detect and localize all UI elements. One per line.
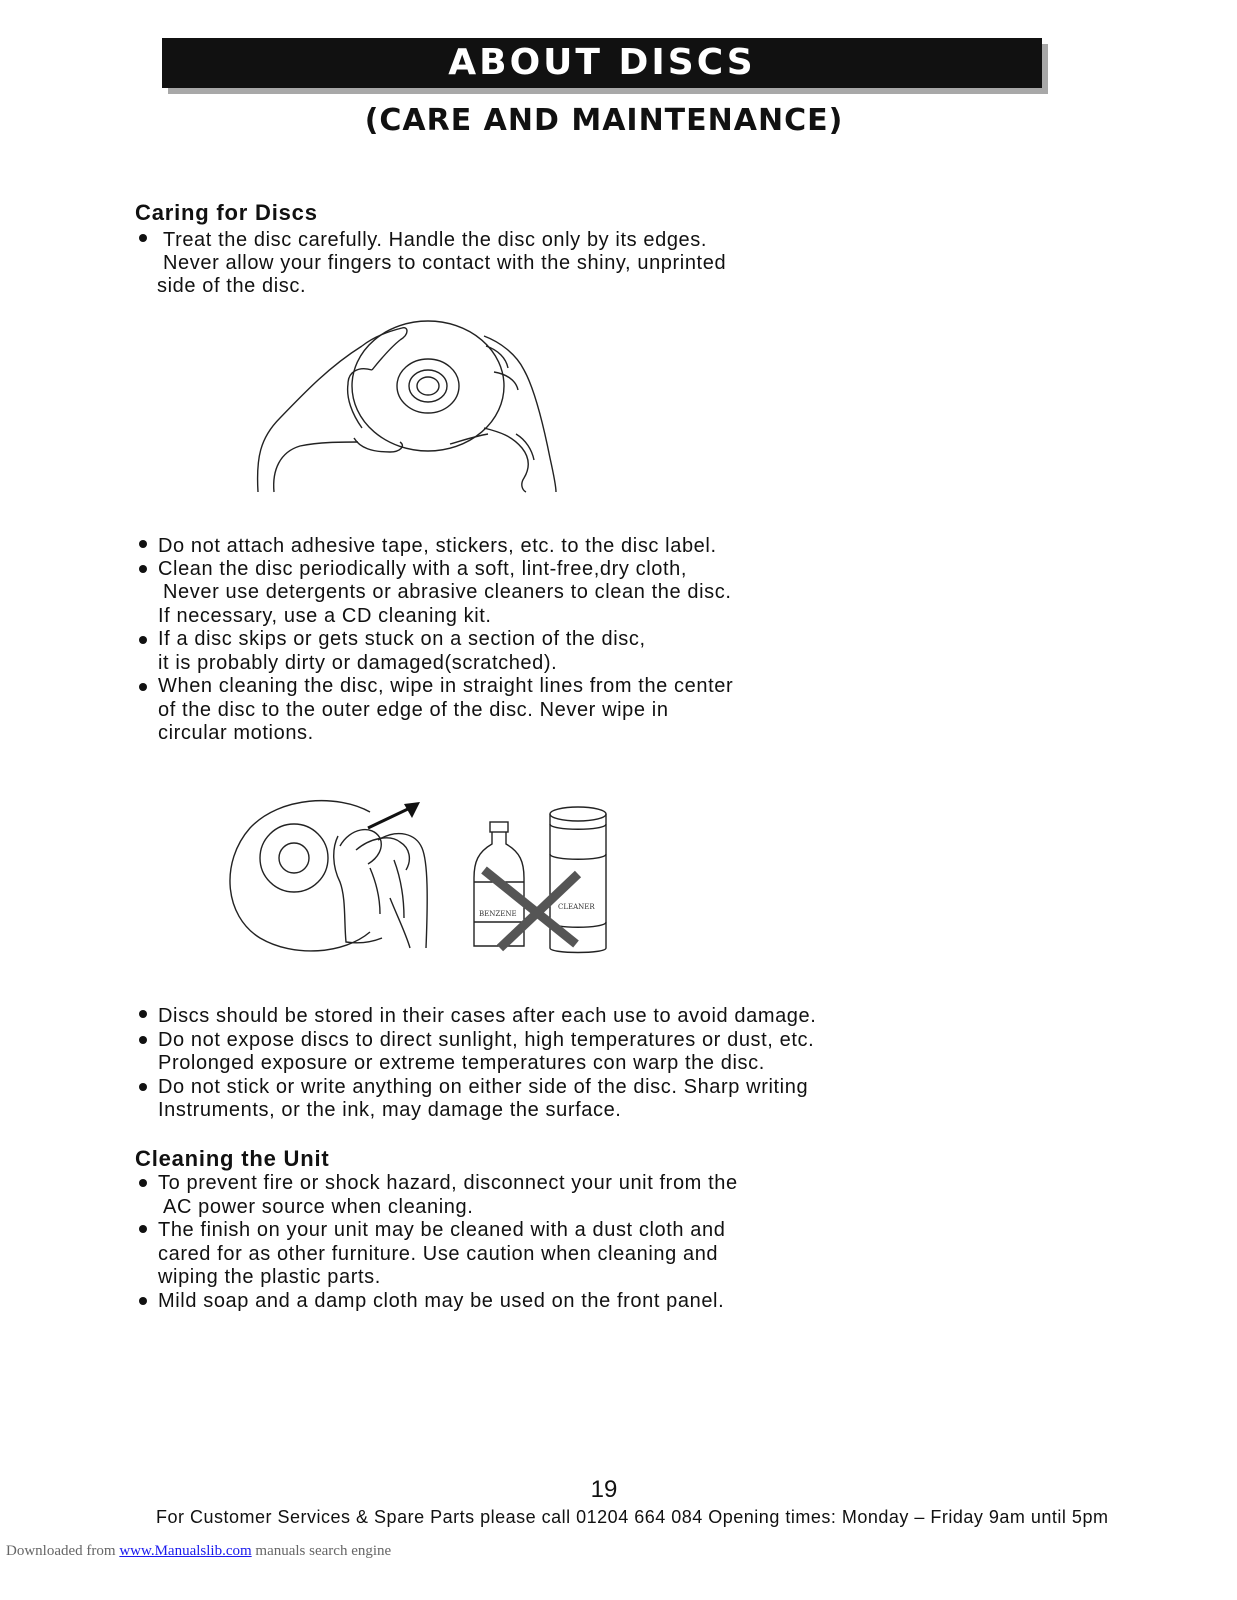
text-line: of the disc to the outer edge of the disc. Never wipe in bbox=[158, 699, 669, 721]
hands-holding-disc-illustration bbox=[250, 318, 610, 498]
download-prefix: Downloaded from bbox=[6, 1543, 120, 1559]
bullet-icon bbox=[139, 683, 147, 691]
section-title-cleaning: Cleaning the Unit bbox=[135, 1146, 330, 1171]
text-line: Never allow your fingers to contact with the shiny, unprinted bbox=[163, 252, 727, 274]
bullet-icon bbox=[139, 540, 147, 548]
download-notice bbox=[6, 1543, 391, 1560]
section-title-caring: Caring for Discs bbox=[135, 200, 318, 225]
text-line: Clean the disc periodically with a soft, lint-free,dry cloth, bbox=[158, 558, 688, 580]
text-line: Discs should be stored in their cases after each use to avoid damage. bbox=[158, 1005, 817, 1027]
text-line: circular motions. bbox=[158, 722, 314, 744]
text-line: When cleaning the disc, wipe in straight lines from the center bbox=[158, 675, 734, 697]
text-line: wiping the plastic parts. bbox=[158, 1266, 381, 1288]
bullet-icon bbox=[139, 636, 147, 644]
bullet-icon bbox=[139, 1179, 147, 1187]
text-line: it is probably dirty or damaged(scratched). bbox=[158, 652, 558, 674]
bullet-icon bbox=[139, 1010, 147, 1018]
wiping-disc-illustration bbox=[220, 798, 620, 958]
text-line: Do not stick or write anything on either side of the disc. Sharp writing bbox=[158, 1076, 809, 1098]
text-line: Instruments, or the ink, may damage the surface. bbox=[158, 1099, 622, 1121]
bullet-icon bbox=[139, 1083, 147, 1091]
bullet-icon bbox=[139, 1036, 147, 1044]
bottle-label-benzene: BENZENE bbox=[479, 910, 517, 918]
bullet-icon bbox=[139, 234, 147, 242]
bottle-label-cleaner: CLEANER bbox=[558, 903, 595, 911]
text-line: Do not attach adhesive tape, stickers, etc. to the disc label. bbox=[158, 535, 717, 557]
text-line: side of the disc. bbox=[157, 275, 307, 297]
text-line: AC power source when cleaning. bbox=[163, 1196, 474, 1218]
page-title: ABOUT DISCS bbox=[162, 38, 1042, 88]
text-line: If a disc skips or gets stuck on a section of the disc, bbox=[158, 628, 646, 650]
text-line: Prolonged exposure or extreme temperatures con warp the disc. bbox=[158, 1052, 765, 1074]
download-suffix: manuals search engine bbox=[251, 1543, 392, 1559]
text-line: To prevent fire or shock hazard, disconnect your unit from the bbox=[158, 1172, 738, 1194]
bullet-icon bbox=[139, 565, 147, 573]
text-line: Never use detergents or abrasive cleaners to clean the disc. bbox=[163, 581, 732, 603]
text-line: cared for as other furniture. Use caution when cleaning and bbox=[158, 1243, 719, 1265]
text-line: The finish on your unit may be cleaned with a dust cloth and bbox=[158, 1219, 726, 1241]
text-line: Mild soap and a damp cloth may be used on the front panel. bbox=[158, 1290, 725, 1312]
footer-contact: For Customer Services & Spare Parts please call 01204 664 084 Opening times: Monday – Friday 9am until 5pm bbox=[156, 1507, 1109, 1527]
bullet-icon bbox=[139, 1225, 147, 1233]
bullet-icon bbox=[139, 1297, 147, 1305]
page-subtitle: (CARE AND MAINTENANCE) bbox=[364, 103, 844, 138]
text-line: Treat the disc carefully. Handle the disc only by its edges. bbox=[163, 229, 708, 251]
text-line: If necessary, use a CD cleaning kit. bbox=[158, 605, 492, 627]
text-line: Do not expose discs to direct sunlight, high temperatures or dust, etc. bbox=[158, 1029, 815, 1051]
page-number: 19 bbox=[590, 1476, 618, 1503]
manualslib-link[interactable]: www.Manualslib.com bbox=[119, 1543, 252, 1559]
